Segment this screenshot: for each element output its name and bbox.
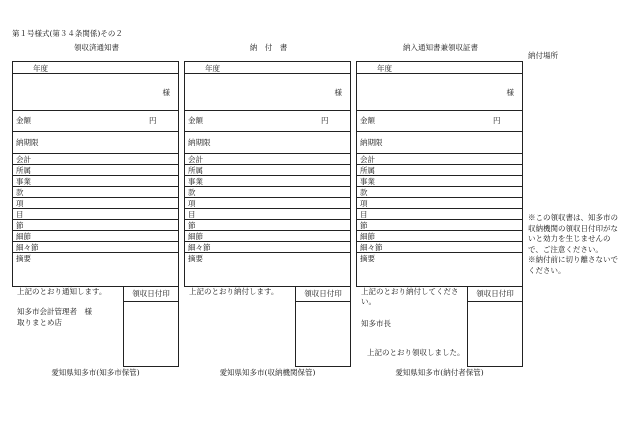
receipt-stamp-box <box>467 286 523 367</box>
row-line <box>185 219 350 220</box>
panel-title: 納入通知書兼領収証書 <box>403 43 478 52</box>
due-label: 納期限 <box>16 138 39 147</box>
message-line: 知多市長 <box>361 319 391 328</box>
form-panel <box>356 61 523 287</box>
row-line <box>357 110 522 111</box>
row-line <box>357 219 522 220</box>
message-line: い。 <box>361 297 376 306</box>
year-label: 年度 <box>205 64 220 73</box>
stamp-label: 領収日付印 <box>296 287 350 302</box>
notice-line: ※この領収書は、知多市の収納機関の領収日付印がないと効力を生じませんので、ご注意ください。 <box>528 213 618 254</box>
row-line <box>357 186 522 187</box>
row-line <box>357 153 522 154</box>
panel-bottom <box>356 286 523 367</box>
message-line: 上記のとおり通知します。 <box>17 287 107 296</box>
row-line <box>185 186 350 187</box>
year-label: 年度 <box>377 64 392 73</box>
row-label: 目 <box>360 210 368 219</box>
row-line <box>185 197 350 198</box>
row-line <box>13 153 178 154</box>
row-label: 細々節 <box>188 243 211 252</box>
amount-label: 金額 <box>16 116 31 125</box>
row-label: 会計 <box>188 155 203 164</box>
row-label: 細節 <box>16 232 31 241</box>
row-line <box>185 208 350 209</box>
row-label: 細節 <box>188 232 203 241</box>
row-label: 項 <box>360 199 368 208</box>
sama-label: 様 <box>162 88 170 97</box>
message-line: 上記のとおり納付してくださ <box>361 287 459 296</box>
amount-label: 金額 <box>188 116 203 125</box>
row-line <box>13 110 178 111</box>
row-line <box>13 186 178 187</box>
panel-footer: 愛知県知多市(収納機関保管) <box>219 368 316 377</box>
panel-bottom <box>12 286 179 367</box>
due-label: 納期限 <box>188 138 211 147</box>
row-line <box>13 230 178 231</box>
row-line <box>13 175 178 176</box>
row-line <box>357 131 522 132</box>
row-line <box>13 131 178 132</box>
row-label: 節 <box>16 221 24 230</box>
row-label: 項 <box>16 199 24 208</box>
row-label: 細々節 <box>16 243 39 252</box>
row-line <box>185 131 350 132</box>
form-panel <box>184 61 351 287</box>
row-line <box>13 252 178 253</box>
row-line <box>13 164 178 165</box>
form-panel <box>12 61 179 287</box>
notice-text <box>528 213 620 277</box>
panel-bottom <box>184 286 351 367</box>
row-label: 目 <box>16 210 24 219</box>
yen-label: 円 <box>149 116 157 125</box>
row-line <box>357 208 522 209</box>
received-statement: 上記のとおり領収しました。 <box>367 348 465 357</box>
notice-line: ※納付前に切り離さないでください。 <box>528 255 618 275</box>
row-line <box>185 241 350 242</box>
sama-label: 様 <box>506 88 514 97</box>
amount-label: 金額 <box>360 116 375 125</box>
row-line <box>13 219 178 220</box>
row-label: 事業 <box>16 177 31 186</box>
row-label: 款 <box>188 188 196 197</box>
row-label: 事業 <box>360 177 375 186</box>
row-line <box>13 208 178 209</box>
yen-label: 円 <box>493 116 501 125</box>
due-label: 納期限 <box>360 138 383 147</box>
row-line <box>357 241 522 242</box>
yen-label: 円 <box>321 116 329 125</box>
payment-place-label: 納付場所 <box>528 51 558 60</box>
row-line <box>185 252 350 253</box>
receipt-stamp-box <box>123 286 179 367</box>
row-label: 節 <box>360 221 368 230</box>
row-label: 款 <box>16 188 24 197</box>
row-line <box>185 175 350 176</box>
row-label: 所属 <box>360 166 375 175</box>
row-line <box>357 175 522 176</box>
panel-footer: 愛知県知多市(納付者保管) <box>395 368 484 377</box>
row-line <box>185 230 350 231</box>
row-label: 摘要 <box>188 254 203 263</box>
message-line: 上記のとおり納付します。 <box>189 287 279 296</box>
receipt-stamp-box <box>295 286 351 367</box>
message-line: 知多市会計管理者 様 <box>17 307 92 316</box>
row-line <box>185 153 350 154</box>
row-label: 所属 <box>188 166 203 175</box>
row-label: 所属 <box>16 166 31 175</box>
row-line <box>13 73 178 74</box>
form-id: 第１号様式(第３４条関係)その２ <box>12 29 123 38</box>
panel-title: 納 付 書 <box>249 43 288 52</box>
row-label: 款 <box>360 188 368 197</box>
row-line <box>185 164 350 165</box>
row-label: 会計 <box>16 155 31 164</box>
row-label: 摘要 <box>360 254 375 263</box>
row-line <box>357 164 522 165</box>
row-label: 会計 <box>360 155 375 164</box>
panel-footer: 愛知県知多市(知多市保管) <box>51 368 140 377</box>
row-line <box>357 230 522 231</box>
row-label: 目 <box>188 210 196 219</box>
stamp-label: 領収日付印 <box>124 287 178 302</box>
row-label: 節 <box>188 221 196 230</box>
message-line: 取りまとめ店 <box>17 318 62 327</box>
row-label: 細節 <box>360 232 375 241</box>
year-label: 年度 <box>33 64 48 73</box>
row-line <box>185 110 350 111</box>
row-line <box>357 73 522 74</box>
row-line <box>185 73 350 74</box>
row-label: 摘要 <box>16 254 31 263</box>
row-label: 細々節 <box>360 243 383 252</box>
stamp-label: 領収日付印 <box>468 287 522 302</box>
row-line <box>13 241 178 242</box>
row-label: 項 <box>188 199 196 208</box>
row-line <box>357 252 522 253</box>
row-line <box>13 197 178 198</box>
row-line <box>357 197 522 198</box>
row-label: 事業 <box>188 177 203 186</box>
sama-label: 様 <box>334 88 342 97</box>
panel-title: 領収済通知書 <box>74 43 119 52</box>
